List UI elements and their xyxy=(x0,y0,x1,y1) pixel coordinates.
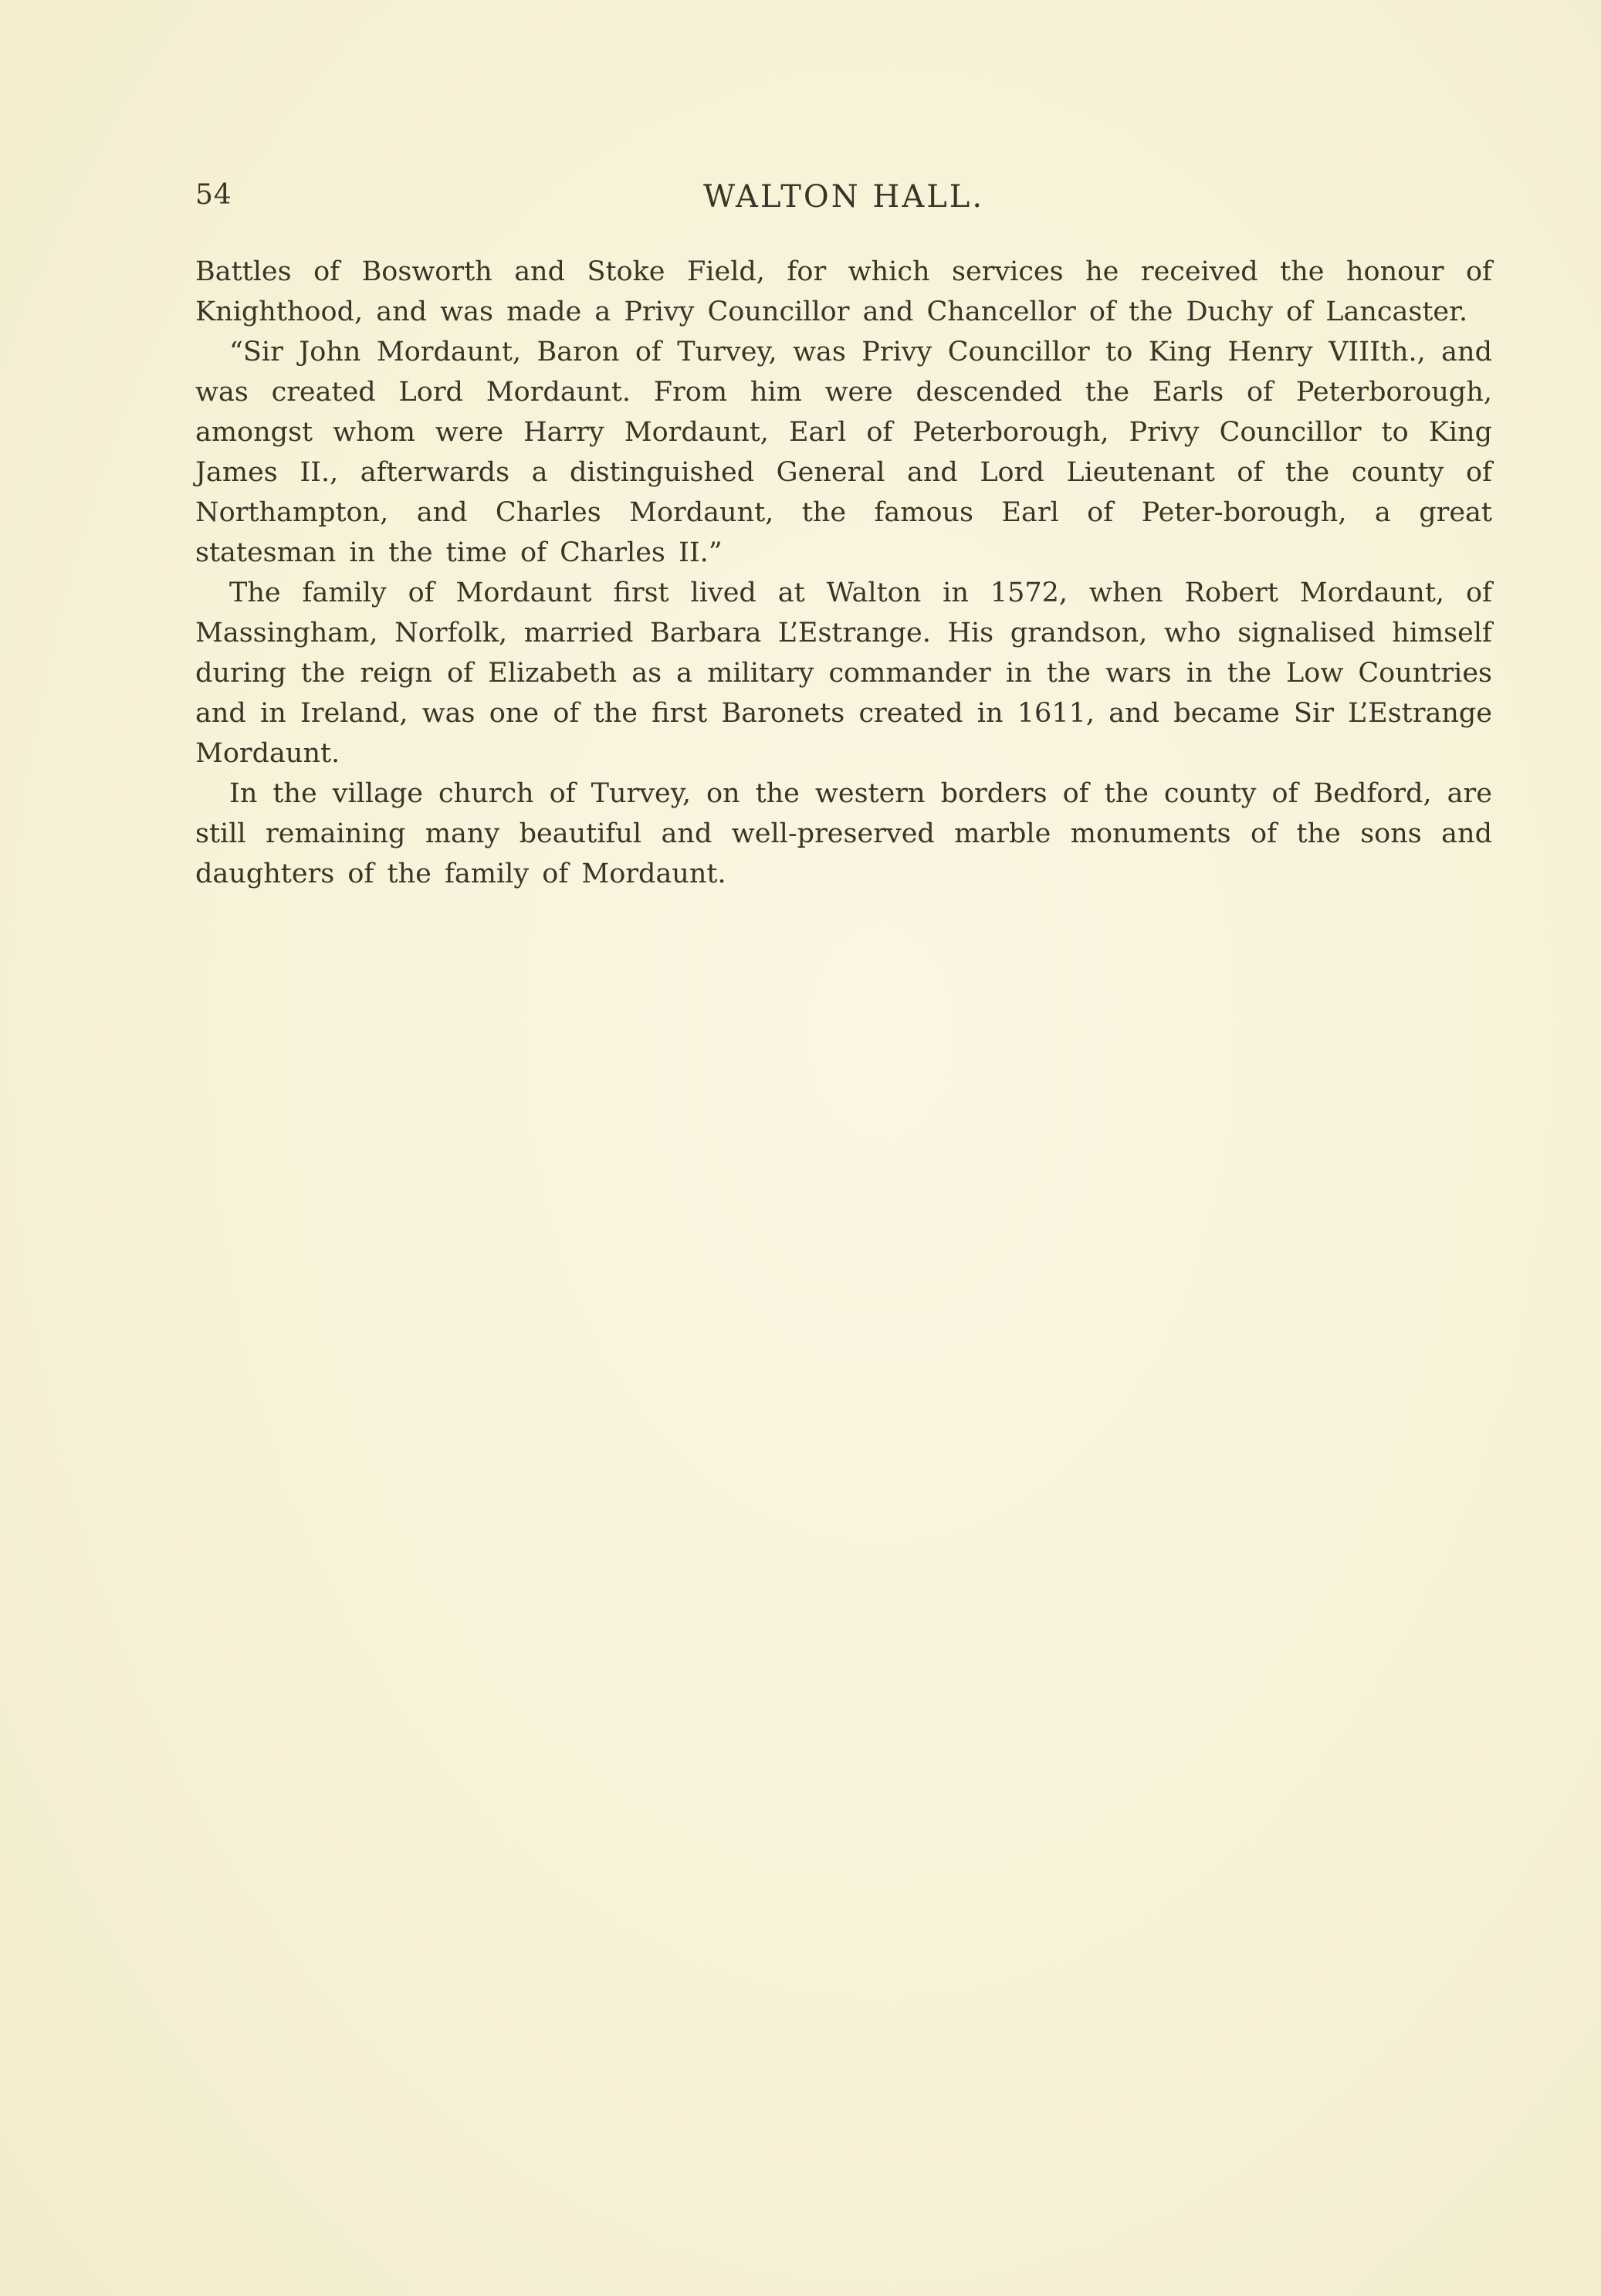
paragraph-quote-sir-john: “Sir John Mordaunt, Baron of Turvey, was Privy Councillor to King Henry VIIIth., and was created Lord Mordaunt. From him were descended the Earls of Peterborough, amongst whom were Harry Mordaunt, Earl of Peterborough, Privy Councillor to King James II., afterwards a distinguished General and Lord Lieutenant of the county of Northampton, and Charles Mordaunt, the famous Earl of Peter-borough, a great statesman in the time of Charles II.” xyxy=(195,337,1492,568)
body-text xyxy=(195,252,1492,894)
page-header xyxy=(195,179,1492,225)
paragraph-turvey-church: In the village church of Turvey, on the western borders of the county of Bedford, are still remaining many beautiful and well-preserved marble monuments of the sons and daughters of the family of Mordaunt. xyxy=(195,778,1492,889)
page-number: 54 xyxy=(195,179,232,211)
paragraph-continuation: Battles of Bosworth and Stoke Field, for which services he received the honour of Knighthood, and was made a Privy Councillor and Chancellor of the Duchy of Lancaster. xyxy=(195,256,1492,327)
paragraph-family-walton: The family of Mordaunt first lived at Walton in 1572, when Robert Mordaunt, of Massingham, Norfolk, married Barbara L’Estrange. His grandson, who signalised himself during the reign of Elizabeth as a military commander in the wars in the Low Countries and in Ireland, was one of the first Baronets created in 1611, and became Sir L’Estrange Mordaunt. xyxy=(195,577,1492,769)
running-title: WALTON HALL. xyxy=(702,179,985,215)
